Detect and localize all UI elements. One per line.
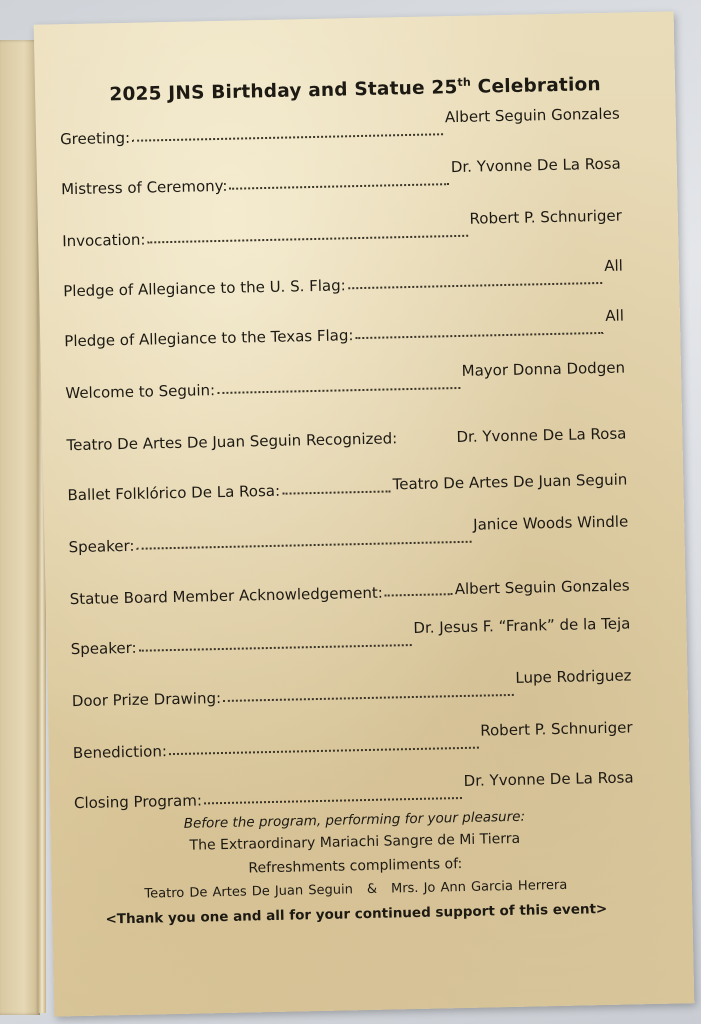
dot-leader bbox=[217, 387, 460, 394]
program-row-welcome bbox=[65, 358, 626, 403]
dot-leader bbox=[139, 644, 412, 652]
row-label: Welcome to Seguin: bbox=[65, 381, 216, 403]
program-row-pledge-us bbox=[63, 256, 624, 301]
row-value: Albert Seguin Gonzales bbox=[444, 104, 620, 127]
row-label: Closing Program: bbox=[73, 791, 203, 813]
dot-leader bbox=[169, 747, 479, 755]
row-value: Albert Seguin Gonzales bbox=[454, 576, 630, 599]
row-label: Statue Board Member Acknowledgement: bbox=[69, 583, 383, 609]
title-end: Celebration bbox=[470, 74, 602, 98]
sponsor-separator: & bbox=[366, 881, 378, 898]
row-label: Ballet Folklórico De La Rosa: bbox=[67, 481, 281, 505]
row-value: Lupe Rodriguez bbox=[515, 666, 632, 687]
dot-leader bbox=[230, 183, 450, 190]
dot-leader bbox=[136, 541, 471, 550]
program-row-ballet bbox=[67, 462, 628, 504]
row-label: Mistress of Ceremony: bbox=[60, 176, 228, 199]
row-spacer bbox=[397, 446, 456, 447]
dot-leader bbox=[282, 490, 391, 494]
row-label: Door Prize Drawing: bbox=[71, 689, 222, 711]
program-row-speaker-2 bbox=[70, 616, 631, 658]
row-value: Janice Woods Windle bbox=[473, 512, 629, 534]
page-title bbox=[105, 73, 605, 106]
mariachi-line: The Extraordinary Mariachi Sangre de Mi Tierra bbox=[189, 830, 521, 854]
program-row-benediction bbox=[73, 720, 634, 762]
refreshments-heading: Refreshments compliments of: bbox=[248, 856, 463, 877]
program-page bbox=[34, 11, 695, 1016]
sponsor-teatro: Teatro De Artes De Juan Seguin bbox=[144, 882, 354, 902]
dot-leader bbox=[204, 797, 462, 804]
row-value: Dr. Yvonne De La Rosa bbox=[450, 154, 621, 177]
program-row-mistress bbox=[60, 154, 622, 199]
dot-leader bbox=[132, 133, 443, 142]
row-label: Speaker: bbox=[70, 638, 137, 659]
row-value: Teatro De Artes De Juan Seguin bbox=[392, 470, 628, 494]
row-label: Greeting: bbox=[59, 128, 131, 149]
row-label: Speaker: bbox=[68, 536, 135, 557]
pre-program-note: Before the program, performing for your pleasure: bbox=[183, 808, 526, 832]
dot-leader bbox=[223, 694, 514, 702]
row-value: Robert P. Schnuriger bbox=[480, 718, 633, 740]
program-row-door-prize bbox=[71, 668, 632, 710]
row-value: All bbox=[605, 306, 625, 325]
row-value: Mayor Donna Dodgen bbox=[461, 358, 626, 380]
program-row-speaker-1 bbox=[68, 514, 629, 556]
program-row-teatro-recognized bbox=[66, 412, 627, 454]
sponsor-herrera: Mrs. Jo Ann Garcia Herrera bbox=[390, 877, 568, 897]
program-row-closing bbox=[74, 770, 635, 812]
program-content bbox=[59, 73, 634, 928]
row-value: Dr. Jesus F. “Frank” de la Teja bbox=[413, 614, 631, 637]
row-label: Pledge of Allegiance to the Texas Flag: bbox=[64, 326, 354, 351]
row-value: Dr. Yvonne De La Rosa bbox=[463, 768, 634, 790]
row-value: Dr. Yvonne De La Rosa bbox=[456, 424, 627, 447]
row-label: Pledge of Allegiance to the U. S. Flag: bbox=[63, 276, 346, 301]
row-label: Benediction: bbox=[72, 742, 168, 763]
row-value: All bbox=[604, 256, 624, 275]
row-label: Invocation: bbox=[62, 230, 146, 251]
row-value: Robert P. Schnuriger bbox=[469, 206, 622, 228]
program-row-pledge-texas bbox=[64, 306, 625, 351]
thank-you-line: <Thank you one and all for your continued support of this event> bbox=[105, 900, 608, 928]
dot-leader bbox=[355, 332, 603, 339]
title-main: 2025 JNS Birthday and Statue 25 bbox=[109, 77, 458, 106]
row-label: Teatro De Artes De Juan Seguin Recognized: bbox=[66, 429, 398, 455]
program-row-invocation bbox=[62, 206, 623, 251]
dot-leader bbox=[385, 593, 453, 596]
dot-leader bbox=[147, 235, 467, 244]
title-superscript: th bbox=[457, 75, 472, 89]
dot-leader bbox=[348, 282, 603, 289]
left-page-edge bbox=[0, 40, 40, 1015]
program-row-statue-board bbox=[69, 566, 630, 608]
program-row-greeting bbox=[59, 104, 621, 149]
sponsors-line bbox=[76, 876, 636, 903]
